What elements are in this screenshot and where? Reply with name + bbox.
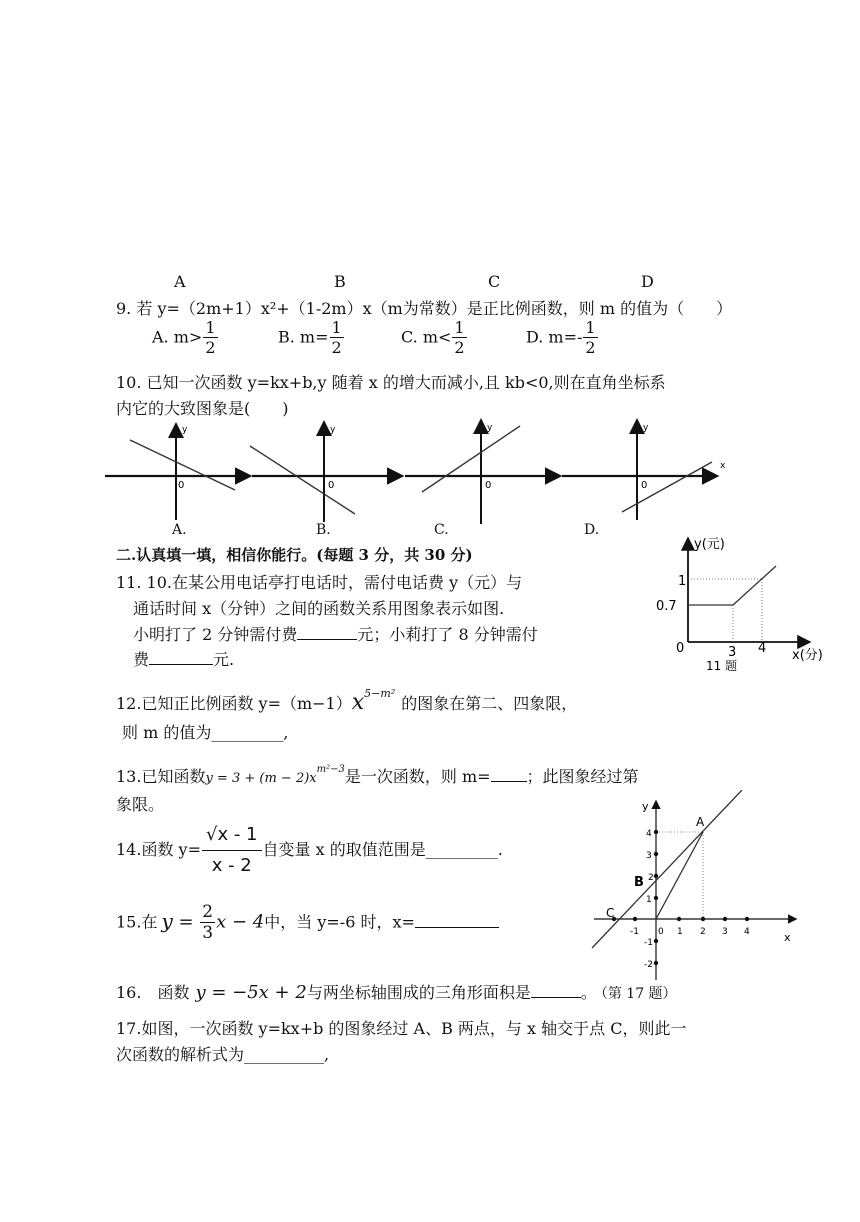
q12-line2: 则 m 的值为_________, (122, 723, 289, 742)
q10-b-origin: 0 (328, 480, 335, 491)
q17-x-label: x (784, 931, 791, 944)
q10-c-origin: 0 (485, 480, 492, 491)
q17-x-tick-4: 4 (744, 927, 750, 937)
q17-y-tick-4: 4 (646, 829, 652, 839)
q17-x-tick-2: 2 (700, 927, 706, 937)
q10-label-c: C. (434, 522, 449, 538)
label-b: B (334, 272, 346, 291)
q10-graph-d (562, 422, 726, 520)
q13-answer-blank[interactable] (491, 765, 527, 782)
q17-y-label: y (642, 800, 649, 813)
q15-answer-blank[interactable] (415, 911, 499, 928)
q10-d-origin: 0 (641, 480, 648, 491)
q10-label-b: B. (316, 522, 331, 538)
q11-line1: 11. 10.在某公用电话亭打电话时，需付电话费 y（元）与 (116, 573, 523, 592)
q10-a-origin: 0 (178, 480, 185, 491)
q17-chart (590, 790, 805, 986)
q9-option-a: A. m> $\frac{1}{2}$ (152, 318, 216, 357)
q10-line2: 内它的大致图象是( ) (116, 399, 289, 418)
q10-d-y-label: y (643, 423, 649, 433)
q17-line1: 17.如图，一次函数 y=kx+b 的图象经过 A、B 两点，与 x 轴交于点 C，则此一 (116, 1019, 687, 1038)
q17-y-tick-m1: -1 (644, 938, 653, 948)
q11-chart (650, 528, 844, 678)
q9-option-b: B. m= $\frac{1}{2}$ (278, 318, 342, 357)
q17-y-tick-2: 2 (648, 873, 654, 883)
q10-label-d: D. (584, 522, 600, 538)
q11-y-label: y(元) (694, 537, 725, 552)
q11-x-tick-3: 3 (728, 645, 737, 660)
q11-answer-blank-2[interactable] (149, 648, 213, 665)
q10-b-y-label: y (330, 425, 336, 435)
q17-x-tick-3: 3 (722, 927, 728, 937)
q11-answer-blank-1[interactable] (297, 623, 357, 640)
q17-y-tick-3: 3 (646, 851, 652, 861)
q12-line1: 12.已知正比例函数 $y=(m-1)x^{5-m^2}$的图象在第二、四象限， (116, 686, 578, 715)
q17-line2: 次函数的解析式为__________, (116, 1045, 330, 1064)
q10-c-y-label: y (487, 423, 493, 433)
q11-caption: 11 题 (706, 659, 738, 673)
q11-line2: 通话时间 x（分钟）之间的函数关系用图象表示如图. (133, 599, 505, 618)
q17-point-c: C (606, 906, 615, 920)
q14-line: 14.函数 y= $\frac{√x - 1}{x - 2}$ 自变量 x 的取值范围是_________. (116, 824, 503, 876)
q17-x-tick-m1: -1 (630, 927, 639, 937)
q11-y-tick-1: 1 (678, 574, 687, 589)
q10-a-y-label: y (182, 425, 188, 435)
q13-line1: 13.已知函数$y = 3 + (m - 2)x^{m^2-3}$是一次函数，则 m= ；此图象经过第 (116, 763, 639, 786)
q10-line1: 10. 已知一次函数 y=kx+b,y 随着 x 的增大而减小,且 kb<0,则在直角坐标系 (116, 373, 666, 392)
q10-graphs (100, 418, 740, 524)
q11-x-tick-4: 4 (758, 641, 767, 656)
label-c: C (488, 272, 501, 291)
q17-x-tick-0: 0 (658, 927, 664, 937)
q13-line2: 象限。 (116, 795, 165, 814)
q17-y-tick-1: 1 (646, 895, 652, 905)
q9-text: 9. 若 y=（2m+1）x²+（1-2m）x（m为常数）是正比例函数，则 m 的值为（ ） (116, 299, 733, 318)
q17-point-b: B (634, 875, 644, 890)
q16-line: 16. 函数 y = −5x + 2与两坐标轴围成的三角形面积是 。 （第 17 题） (116, 982, 677, 1003)
q10-graph-b (250, 424, 400, 522)
label-d: D (641, 272, 654, 291)
q11-line4: 费 元. (133, 650, 235, 669)
section2-title: 二.认真填一填，相信你能行。(每题 3 分，共 30 分) (116, 546, 473, 564)
q10-graph-a (105, 425, 248, 520)
q17-point-a: A (696, 815, 705, 829)
q17-x-tick-1: 1 (677, 927, 683, 937)
q15-line: 15.在 y = $\frac{2}{3}$ x − 4中，当 y=-6 时，x= (116, 904, 499, 942)
q9-option-c: C. m< $\frac{1}{2}$ (401, 318, 465, 357)
q9-option-d: D. m=- $\frac{1}{2}$ (526, 318, 596, 357)
q17-y-tick-m2: -2 (644, 960, 653, 970)
q10-d-x-label: x (720, 461, 726, 471)
q10-label-a: A. (172, 522, 187, 538)
q11-line3: 小明打了 2 分钟需付费 元；小莉打了 8 分钟需付 (133, 625, 538, 644)
label-a: A (174, 272, 186, 291)
q11-origin: 0 (676, 641, 685, 656)
q11-x-label: x(分) (792, 648, 823, 663)
q16-answer-blank[interactable] (531, 981, 581, 998)
q11-y-tick-07: 0.7 (656, 599, 677, 614)
q10-graph-c (405, 422, 558, 524)
